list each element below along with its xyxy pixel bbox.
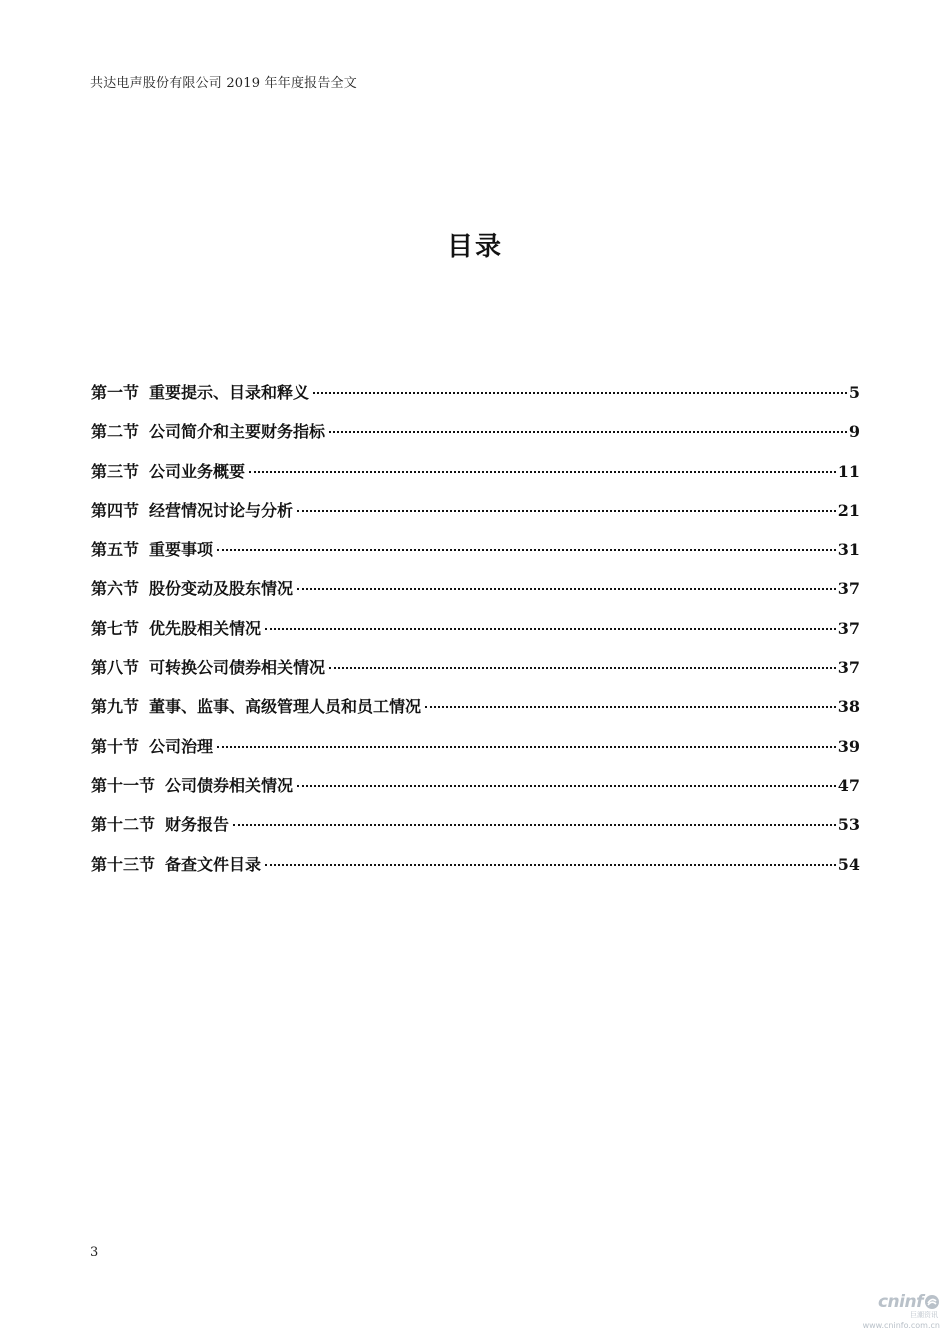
toc-section-number: 第九节 xyxy=(91,697,140,717)
toc-dot-leader xyxy=(217,549,836,551)
toc-entry[interactable] xyxy=(91,498,860,537)
toc-section-title: 董事、监事、高级管理人员和员工情况 xyxy=(149,697,422,717)
watermark-sub: 巨潮资讯 xyxy=(910,1311,938,1319)
toc-entry[interactable] xyxy=(91,537,860,576)
toc-section-title: 公司业务概要 xyxy=(149,461,246,481)
toc-page-number: 31 xyxy=(837,540,860,560)
toc-section-number: 第八节 xyxy=(91,658,140,678)
toc-section-number: 第五节 xyxy=(91,540,140,560)
toc-section-number: 第三节 xyxy=(91,461,140,481)
toc-dot-leader xyxy=(217,746,836,748)
toc-section-title: 重要提示、目录和释义 xyxy=(149,383,310,402)
toc-entry[interactable] xyxy=(91,616,860,655)
toc-section-title: 公司治理 xyxy=(149,736,214,756)
toc-dot-leader xyxy=(297,785,836,787)
toc-page-number: 54 xyxy=(837,854,860,874)
toc-dot-leader xyxy=(313,392,847,394)
toc-dot-leader xyxy=(265,864,836,866)
running-header: 共达电声股份有限公司 2019 年年度报告全文 xyxy=(90,76,357,91)
watermark-brand: cninf xyxy=(877,1292,923,1312)
toc-dot-leader xyxy=(425,706,836,708)
toc-page-number: 11 xyxy=(837,461,860,481)
toc-section-title: 备查文件目录 xyxy=(165,854,262,874)
toc-section-number: 第十三节 xyxy=(91,854,156,874)
toc-section-number: 第一节 xyxy=(91,383,140,402)
toc-section-number: 第二节 xyxy=(91,422,140,442)
toc-dot-leader xyxy=(297,588,836,590)
toc-dot-leader xyxy=(297,510,836,512)
toc-dot-leader xyxy=(265,628,836,630)
toc-entry[interactable] xyxy=(91,380,860,419)
toc-page-number: 38 xyxy=(837,697,860,717)
toc-section-number: 第六节 xyxy=(91,579,140,599)
toc-section-title: 财务报告 xyxy=(165,815,230,835)
toc-dot-leader xyxy=(249,471,836,473)
toc-entry[interactable] xyxy=(91,734,860,773)
toc-section-number: 第十一节 xyxy=(91,775,156,795)
toc-entry[interactable] xyxy=(91,773,860,812)
toc-dot-leader xyxy=(233,824,836,826)
page-number: 3 xyxy=(90,1245,99,1260)
toc-list xyxy=(91,380,860,891)
toc-page-number: 9 xyxy=(848,422,860,442)
toc-page-number: 37 xyxy=(837,579,860,599)
toc-section-title: 股份变动及股东情况 xyxy=(149,579,294,599)
toc-section-title: 优先股相关情况 xyxy=(149,618,262,638)
toc-page-number: 39 xyxy=(837,736,860,756)
toc-page-number: 53 xyxy=(837,815,860,835)
toc-section-number: 第十节 xyxy=(91,736,140,756)
watermark-logo xyxy=(850,1292,940,1312)
toc-section-title: 公司简介和主要财务指标 xyxy=(149,422,326,442)
toc-section-number: 第七节 xyxy=(91,618,140,638)
cninfo-logo-icon xyxy=(924,1294,940,1310)
toc-section-title: 可转换公司债券相关情况 xyxy=(149,658,326,678)
toc-entry[interactable] xyxy=(91,655,860,694)
toc-section-title: 经营情况讨论与分析 xyxy=(149,500,294,520)
toc-title: 目录 xyxy=(446,232,503,262)
toc-entry[interactable] xyxy=(91,459,860,498)
toc-dot-leader xyxy=(329,431,847,433)
toc-page-number: 21 xyxy=(837,500,860,520)
toc-page-number: 47 xyxy=(837,775,860,795)
toc-section-title: 公司债券相关情况 xyxy=(165,775,294,795)
toc-page-number: 37 xyxy=(837,658,860,678)
cninfo-watermark xyxy=(850,1292,940,1336)
toc-page-number: 37 xyxy=(837,618,860,638)
toc-section-number: 第十二节 xyxy=(91,815,156,835)
toc-entry[interactable] xyxy=(91,812,860,851)
toc-entry[interactable] xyxy=(91,694,860,733)
toc-dot-leader xyxy=(329,667,836,669)
toc-page-number: 5 xyxy=(848,383,860,402)
toc-entry[interactable] xyxy=(91,576,860,615)
toc-section-title: 重要事项 xyxy=(149,540,214,560)
watermark-url: www.cninfo.com.cn xyxy=(862,1321,940,1330)
toc-entry[interactable] xyxy=(91,852,860,891)
toc-entry[interactable] xyxy=(91,419,860,458)
toc-section-number: 第四节 xyxy=(91,500,140,520)
